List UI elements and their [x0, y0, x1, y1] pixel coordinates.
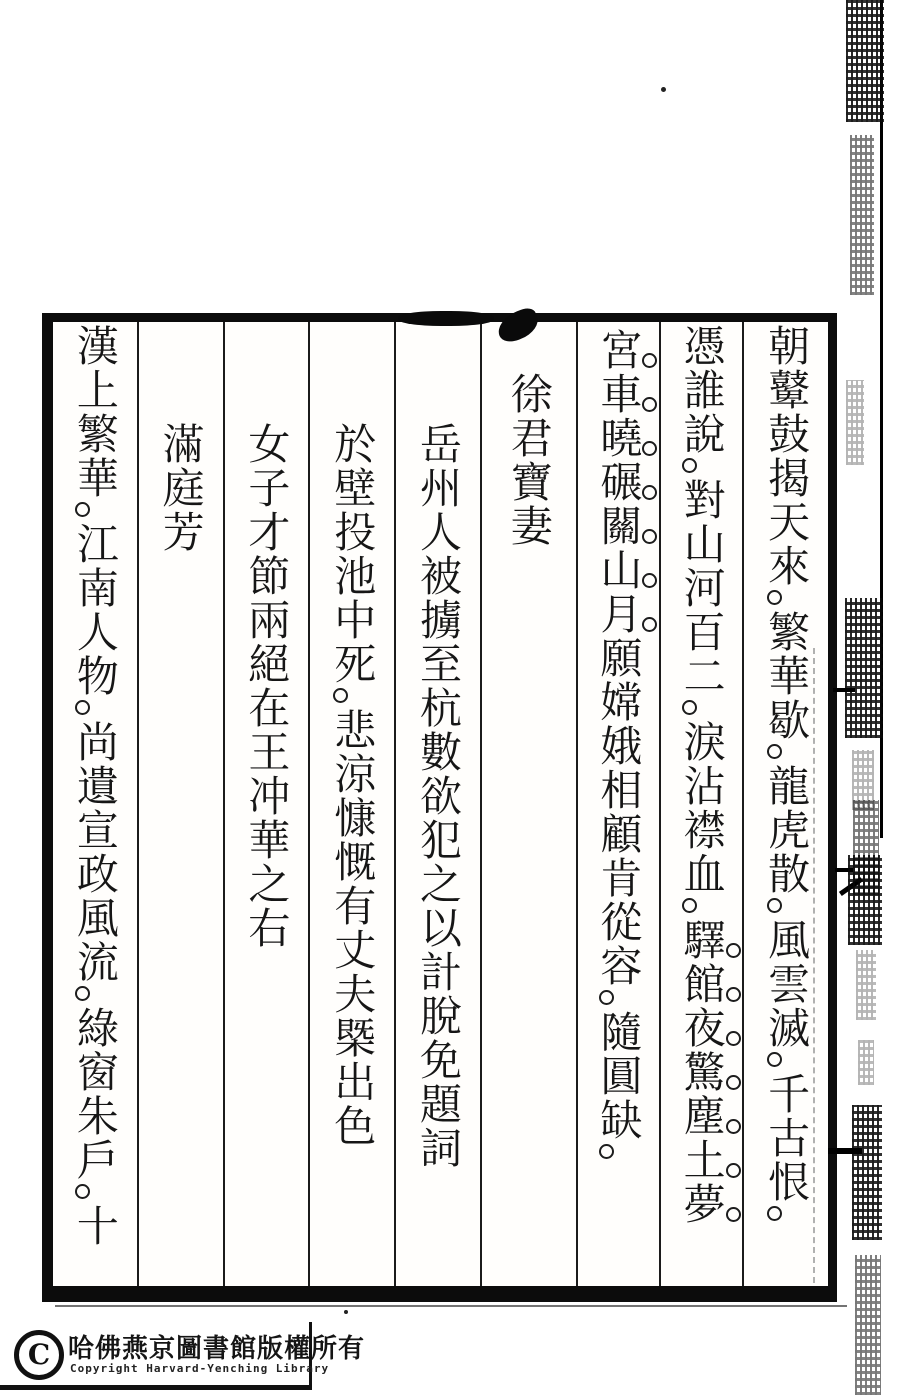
ink-dash	[833, 688, 855, 692]
ideographic-period-mark	[333, 688, 348, 703]
ideographic-period-mark	[682, 458, 697, 473]
character: 揭	[762, 456, 812, 498]
character: 涼	[328, 752, 378, 794]
character: 百	[677, 610, 727, 652]
ideographic-period-mark	[767, 898, 782, 913]
character: 風	[70, 896, 120, 938]
text-run	[594, 636, 643, 1164]
text-column-4-text	[504, 322, 554, 1286]
character: 人	[70, 610, 120, 652]
text-column-1	[742, 322, 828, 1286]
character: 絕	[242, 642, 292, 684]
character: 鼙	[762, 368, 812, 410]
character: 繁	[762, 610, 812, 652]
copyright-stamp	[0, 1322, 366, 1390]
character: 慷	[328, 796, 378, 838]
emphasized-character: 車	[594, 372, 644, 414]
character: 遺	[70, 764, 120, 806]
character: 華	[762, 654, 812, 696]
ink-smudge	[855, 1255, 881, 1395]
character: 上	[70, 368, 120, 410]
character: 免	[413, 1038, 463, 1080]
character: 十	[70, 1204, 120, 1246]
character: 對	[677, 478, 727, 520]
poem-columns	[53, 322, 828, 1286]
copyright-icon	[14, 1330, 64, 1380]
character: 江	[70, 522, 120, 564]
character: 於	[328, 422, 378, 464]
character: 風	[762, 918, 812, 960]
character: 來	[762, 544, 812, 586]
ink-smudge	[856, 950, 876, 1020]
ideographic-period-mark	[682, 898, 697, 913]
ink-speck	[344, 1310, 348, 1314]
text-column-2-text	[677, 322, 727, 1286]
character: 說	[677, 412, 727, 454]
character: 慨	[328, 840, 378, 882]
text-run	[414, 422, 463, 1170]
character: 悲	[328, 708, 378, 750]
character: 娥	[594, 724, 644, 766]
character: 計	[413, 950, 463, 992]
character: 至	[413, 642, 463, 684]
text-column-9-text	[70, 322, 120, 1286]
character: 古	[762, 1116, 812, 1158]
ink-smudge	[846, 0, 884, 122]
character: 天	[762, 500, 812, 542]
emphasized-character: 驚	[677, 1050, 727, 1092]
character: 憑	[677, 324, 727, 366]
character: 子	[242, 466, 292, 508]
character: 襟	[677, 808, 727, 850]
text-run	[71, 324, 120, 1248]
character: 容	[594, 944, 644, 986]
emphasized-character: 月	[594, 592, 644, 634]
ideographic-period-mark	[599, 1144, 614, 1159]
text-column-8-text	[156, 322, 206, 1286]
text-column-6-text	[328, 322, 378, 1286]
character: 繁	[70, 412, 120, 454]
character: 千	[762, 1072, 812, 1114]
ink-smudge	[852, 1105, 882, 1240]
ink-smudge	[845, 598, 883, 738]
character: 州	[413, 466, 463, 508]
text-run	[157, 422, 206, 554]
copyright-chinese-text: 哈佛燕京圖書館版權所有	[68, 1334, 366, 1364]
character: 出	[328, 1060, 378, 1102]
text-column-3-text	[594, 322, 644, 1286]
text-run	[328, 422, 377, 1148]
text-column-9	[53, 322, 137, 1286]
text-column-5-text	[413, 322, 463, 1286]
character: 龍	[762, 764, 812, 806]
text-column-4	[480, 322, 576, 1286]
character: 從	[594, 900, 644, 942]
character: 色	[328, 1104, 378, 1146]
character: 恨	[762, 1160, 812, 1202]
character: 血	[677, 852, 727, 894]
character: 華	[70, 456, 120, 498]
emphasized-character: 宮	[594, 328, 644, 370]
ink-smudge	[848, 855, 882, 945]
text-column-1-text	[762, 322, 812, 1286]
text-run	[242, 422, 291, 950]
ideographic-period-mark	[767, 744, 782, 759]
character: 滅	[762, 1006, 812, 1048]
character: 有	[328, 884, 378, 926]
ideographic-period-mark	[75, 700, 90, 715]
character: 冲	[242, 774, 292, 816]
character: 人	[413, 510, 463, 552]
emphasized-character: 山	[594, 548, 644, 590]
ink-blob	[398, 311, 494, 326]
fold-line	[813, 648, 815, 1283]
character: 朱	[70, 1094, 120, 1136]
character: 槩	[328, 1016, 378, 1058]
character: 漢	[70, 324, 120, 366]
character: 在	[242, 686, 292, 728]
character: 妻	[504, 504, 554, 546]
copyright-symbol-letter: C	[27, 1338, 51, 1371]
character: 王	[242, 730, 292, 772]
text-column-6	[308, 322, 394, 1286]
ideographic-period-mark	[75, 502, 90, 517]
emphasized-character: 塵	[677, 1094, 727, 1136]
character: 華	[242, 818, 292, 860]
character: 窗	[70, 1050, 120, 1092]
ink-smudge	[850, 135, 874, 295]
character: 政	[70, 852, 120, 894]
character: 兩	[242, 598, 292, 640]
character: 散	[762, 852, 812, 894]
text-run	[678, 324, 727, 918]
text-run	[678, 918, 727, 1226]
ink-smudge	[858, 1040, 874, 1085]
emphasized-character: 關	[594, 504, 644, 546]
ink-smudge	[846, 380, 864, 465]
character: 擄	[413, 598, 463, 640]
character: 虎	[762, 808, 812, 850]
text-run	[762, 324, 811, 1226]
character: 岳	[413, 422, 463, 464]
character: 圓	[594, 1054, 644, 1096]
character: 君	[504, 416, 554, 458]
text-column-7	[223, 322, 309, 1286]
character: 缺	[594, 1098, 644, 1140]
text-run	[594, 328, 643, 636]
ideographic-period-mark	[767, 590, 782, 605]
character: 誰	[677, 368, 727, 410]
text-column-5	[394, 322, 480, 1286]
emphasized-character: 夜	[677, 1006, 727, 1048]
character: 寶	[504, 460, 554, 502]
emphasized-character: 曉	[594, 416, 644, 458]
character: 肯	[594, 856, 644, 898]
character: 詞	[413, 1126, 463, 1168]
character: 之	[413, 862, 463, 904]
character: 嫦	[594, 680, 644, 722]
emphasized-character: 驛	[677, 918, 727, 960]
character: 山	[677, 522, 727, 564]
character: 歇	[762, 698, 812, 740]
text-column-2	[659, 322, 742, 1286]
character: 隨	[594, 1010, 644, 1052]
character: 朝	[762, 324, 812, 366]
ideographic-period-mark	[767, 1052, 782, 1067]
character: 雲	[762, 962, 812, 1004]
character: 南	[70, 566, 120, 608]
character: 夫	[328, 972, 378, 1014]
character: 河	[677, 566, 727, 608]
emphasized-character: 夢	[677, 1182, 727, 1224]
character: 池	[328, 554, 378, 596]
character: 滿	[156, 422, 206, 464]
character: 投	[328, 510, 378, 552]
character: 願	[594, 636, 644, 678]
copyright-english-text: Copyright Harvard-Yenching Library	[70, 1362, 330, 1375]
character: 死	[328, 642, 378, 684]
character: 被	[413, 554, 463, 596]
character: 以	[413, 906, 463, 948]
emphasized-character: 碾	[594, 460, 644, 502]
character: 犯	[413, 818, 463, 860]
emphasized-character: 館	[677, 962, 727, 1004]
ideographic-period-mark	[682, 700, 697, 715]
character: 顧	[594, 812, 644, 854]
character: 尚	[70, 720, 120, 762]
character: 戶	[70, 1138, 120, 1180]
character: 鼓	[762, 412, 812, 454]
character: 芳	[156, 510, 206, 552]
text-column-7-text	[242, 322, 292, 1286]
character: 淚	[677, 720, 727, 762]
character: 徐	[504, 372, 554, 414]
character: 之	[242, 862, 292, 904]
text-run	[505, 372, 554, 548]
character: 相	[594, 768, 644, 810]
character: 右	[242, 906, 292, 948]
text-column-8	[137, 322, 223, 1286]
character: 物	[70, 654, 120, 696]
character: 沾	[677, 764, 727, 806]
ideographic-period-mark	[767, 1206, 782, 1221]
ink-dash	[828, 1148, 862, 1154]
character: 中	[328, 598, 378, 640]
character: 題	[413, 1082, 463, 1124]
ideographic-period-mark	[599, 990, 614, 1005]
character: 丈	[328, 928, 378, 970]
ideographic-period-mark	[75, 1184, 90, 1199]
character: 數	[413, 730, 463, 772]
ink-smear-line	[55, 1305, 847, 1307]
character: 壁	[328, 466, 378, 508]
character: 杭	[413, 686, 463, 728]
character: 才	[242, 510, 292, 552]
character: 流	[70, 940, 120, 982]
text-column-3	[576, 322, 659, 1286]
ideographic-period-mark	[75, 986, 90, 1001]
character: 綠	[70, 1006, 120, 1048]
character: 脫	[413, 994, 463, 1036]
character: 女	[242, 422, 292, 464]
character: 節	[242, 554, 292, 596]
character: 欲	[413, 774, 463, 816]
character: 宣	[70, 808, 120, 850]
emphasized-character: 土	[677, 1138, 727, 1180]
character: 庭	[156, 466, 206, 508]
ink-speck	[661, 87, 666, 92]
text-frame	[42, 313, 837, 1302]
character: 二	[677, 654, 727, 696]
